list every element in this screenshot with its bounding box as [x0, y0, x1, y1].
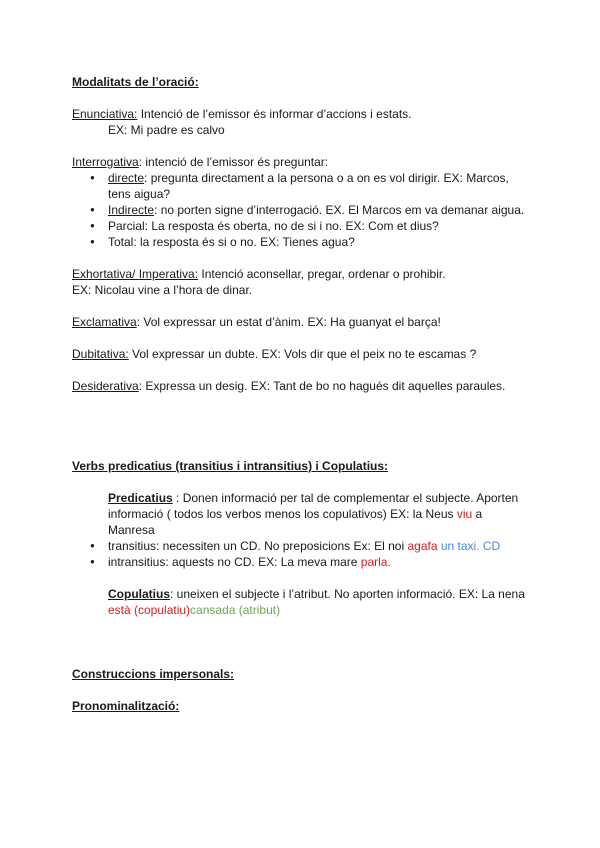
list-item-label: directe: [108, 171, 145, 185]
list-item: [108, 234, 528, 250]
section-title-modalitats: Modalitats de l’oració:: [72, 75, 199, 89]
copulatius-paragraph: [72, 586, 528, 618]
copulatius-label: Copulatius: [108, 587, 170, 601]
interrogativa-paragraph: [72, 154, 528, 170]
document-page: [72, 66, 528, 714]
enunciativa-label: Enunciativa:: [72, 107, 138, 121]
enunciativa-text: Intenció de l’emissor és informar d’accions i estats.: [137, 107, 412, 121]
exhortativa-label: Exhortativa/ Imperativa:: [72, 267, 199, 281]
list-item-text: Parcial: La resposta és oberta, no de si i no. EX: Com et dius?: [108, 219, 439, 233]
list-item-text: : pregunta directament a la persona o a on es vol dirigir. EX: Marcos, tens aigua?: [108, 171, 509, 201]
desiderativa-text: : Expressa un desig. EX: Tant de bo no hagués dit aquelles paraules.: [138, 379, 506, 393]
interrogativa-label: Interrogativa: [72, 155, 139, 169]
list-item: [108, 202, 528, 218]
predicatius-paragraph: [72, 490, 528, 538]
transitius-text: transitius: necessiten un CD. No preposicions Ex: El noi: [108, 539, 408, 553]
exclamativa-paragraph: [72, 314, 528, 330]
interrogativa-list: [72, 170, 528, 250]
predicatius-text: : Donen informació per tal de complementar el subjecte. Aporten informació ( todos los verbos menos los copulativos) EX: la Neus: [108, 491, 519, 521]
predicatius-verb: viu: [456, 507, 473, 521]
exhortativa-paragraph: [72, 266, 528, 282]
list-item-label: Indirecte: [108, 203, 155, 217]
desiderativa-paragraph: [72, 378, 528, 394]
list-item-text: : no porten signe d’interrogació. EX. El Marcos em va demanar aigua.: [154, 203, 525, 217]
list-item: [108, 554, 528, 570]
intransitius-text: intransitius: aquests no CD. EX: La meva mare: [108, 555, 361, 569]
section-title-pronominalitzacio: Pronominalització:: [72, 699, 180, 713]
list-item: [108, 170, 528, 202]
intransitius-verb: parla.: [360, 555, 391, 569]
interrogativa-text: : intenció de l’emissor és preguntar:: [138, 155, 329, 169]
exhortativa-text: Intenció aconsellar, pregar, ordenar o prohibir.: [198, 267, 446, 281]
copulatius-text: : uneixen el subjecte i l’atribut. No aporten informació. EX: La nena: [170, 587, 525, 601]
exclamativa-text: : Vol expressar un estat d’ànim. EX: Ha guanyat el barça!: [136, 315, 441, 329]
predicatius-end: a Manresa: [108, 507, 483, 537]
dubitativa-text: Vol expressar un dubte. EX: Vols dir que el peix no te escamas ?: [128, 347, 477, 361]
exhortativa-example: EX: Nicolau vine a l’hora de dinar.: [72, 283, 253, 297]
list-item: [108, 538, 528, 554]
section-title-impersonals: Construccions impersonals:: [72, 667, 235, 681]
desiderativa-label: Desiderativa: [72, 379, 139, 393]
enunciativa-example: EX: Mi padre es calvo: [108, 123, 225, 137]
verbs-list: [72, 538, 528, 570]
transitius-verb: agafa: [407, 539, 438, 553]
list-item: [108, 218, 528, 234]
exclamativa-label: Exclamativa: [72, 315, 137, 329]
transitius-cd: un taxi. CD: [437, 539, 501, 553]
predicatius-label: Predicatius: [108, 491, 173, 505]
enunciativa-paragraph: [72, 106, 528, 122]
list-item-text: Total: la resposta és si o no. EX: Tienes agua?: [108, 235, 355, 249]
copulatius-atribut: cansada (atribut): [190, 603, 281, 617]
copulatius-verb: està (copulatiu): [108, 603, 191, 617]
dubitativa-label: Dubitativa:: [72, 347, 129, 361]
section-title-verbs: Verbs predicatius (transitius i intransitius) i Copulatius:: [72, 459, 389, 473]
dubitativa-paragraph: [72, 346, 528, 362]
